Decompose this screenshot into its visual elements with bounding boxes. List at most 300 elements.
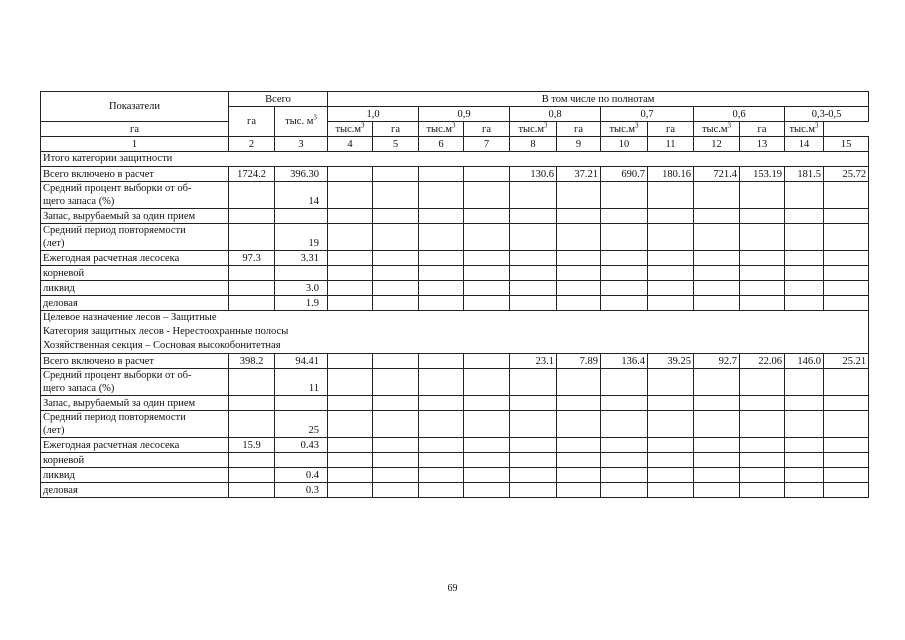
table-cell	[373, 483, 419, 498]
table-cell	[785, 369, 824, 396]
table-cell	[740, 468, 785, 483]
table-cell	[510, 438, 557, 453]
header-unit-volume-label: тыс.м	[335, 123, 362, 135]
table-cell: 22.06	[740, 354, 785, 369]
table-cell	[740, 224, 785, 251]
table-cell	[275, 453, 328, 468]
table-cell	[785, 396, 824, 411]
table-cell	[229, 266, 275, 281]
table-cell	[229, 411, 275, 438]
table-cell	[419, 224, 464, 251]
page-number: 69	[447, 583, 458, 594]
table-cell	[373, 251, 419, 266]
table-cell	[740, 251, 785, 266]
table-cell	[373, 411, 419, 438]
table-cell	[419, 468, 464, 483]
table-cell	[328, 251, 373, 266]
table-cell	[694, 483, 740, 498]
table-cell	[328, 167, 373, 182]
table-cell	[328, 354, 373, 369]
table-cell: 1724.2	[229, 167, 275, 182]
table-row	[41, 209, 869, 224]
table-cell	[557, 281, 601, 296]
table-cell	[694, 266, 740, 281]
header-total-volume	[275, 107, 328, 137]
table-cell	[510, 296, 557, 311]
table-cell	[328, 396, 373, 411]
table-cell	[648, 224, 694, 251]
row-label: деловая	[41, 296, 229, 311]
column-number: 5	[373, 137, 419, 152]
table-cell	[464, 266, 510, 281]
table-cell	[785, 251, 824, 266]
table-cell	[601, 453, 648, 468]
table-cell	[464, 251, 510, 266]
table-cell	[419, 281, 464, 296]
table-cell	[601, 182, 648, 209]
header-unit-ha: га	[557, 122, 601, 137]
table-cell	[510, 266, 557, 281]
table-cell	[824, 396, 869, 411]
table-cell	[328, 438, 373, 453]
table-cell	[464, 411, 510, 438]
table-cell	[694, 224, 740, 251]
table-cell	[694, 281, 740, 296]
table-row	[41, 281, 869, 296]
table-cell: 37.21	[557, 167, 601, 182]
header-unit-ha: га	[648, 122, 694, 137]
header-unit-ha: га	[464, 122, 510, 137]
header-total-ha: га	[229, 107, 275, 137]
table-cell	[785, 281, 824, 296]
table-cell: 180.16	[648, 167, 694, 182]
table-cell	[740, 438, 785, 453]
table-cell	[373, 438, 419, 453]
superscript-3: 3	[815, 121, 819, 129]
table-cell	[328, 281, 373, 296]
table-cell	[648, 182, 694, 209]
table-cell	[373, 209, 419, 224]
table-cell	[785, 453, 824, 468]
header-row-3	[41, 122, 869, 137]
row-label: Всего включено в расчет	[41, 167, 229, 182]
table-cell	[601, 438, 648, 453]
header-row-1	[41, 92, 869, 107]
table-cell: 25.21	[824, 354, 869, 369]
header-unit-volume	[601, 122, 648, 137]
table-cell	[785, 483, 824, 498]
table-cell: 94.41	[275, 354, 328, 369]
table-cell	[648, 266, 694, 281]
table-cell	[740, 411, 785, 438]
table-cell	[373, 453, 419, 468]
table-cell	[464, 167, 510, 182]
superscript-3: 3	[361, 121, 365, 129]
table-cell	[328, 453, 373, 468]
table-cell	[740, 453, 785, 468]
table-cell: 130.6	[510, 167, 557, 182]
column-number: 11	[648, 137, 694, 152]
table-cell	[785, 468, 824, 483]
table-cell	[464, 396, 510, 411]
table-cell	[464, 354, 510, 369]
superscript-3: 3	[544, 121, 548, 129]
table-cell	[557, 182, 601, 209]
column-number: 13	[740, 137, 785, 152]
table-cell	[510, 369, 557, 396]
table-cell: 23.1	[510, 354, 557, 369]
table-cell	[601, 483, 648, 498]
table-cell	[557, 468, 601, 483]
header-density-0: 1,0	[328, 107, 419, 122]
section-title: Целевое назначение лесов – Защитные Категория защитных лесов - Нерестоохранные полосы Хозяйственная секция – Сосновая высокобонитетная	[41, 311, 869, 354]
header-unit-ha: га	[41, 122, 229, 137]
header-density-1: 0,9	[419, 107, 510, 122]
table-cell	[824, 224, 869, 251]
table-cell	[557, 224, 601, 251]
header-unit-volume-label: тыс.м	[609, 123, 636, 135]
table-cell	[694, 453, 740, 468]
column-number: 6	[419, 137, 464, 152]
table-cell	[740, 266, 785, 281]
forest-calculation-table	[40, 91, 869, 498]
table-cell	[694, 468, 740, 483]
table-cell	[510, 182, 557, 209]
section-title-row	[41, 311, 869, 354]
table-cell	[648, 296, 694, 311]
table-cell	[740, 369, 785, 396]
table-cell	[328, 483, 373, 498]
table-cell	[373, 281, 419, 296]
row-label: деловая	[41, 483, 229, 498]
table-cell	[694, 182, 740, 209]
table-cell	[648, 281, 694, 296]
table-cell	[740, 296, 785, 311]
table-row	[41, 296, 869, 311]
table-cell	[419, 167, 464, 182]
table-cell	[694, 396, 740, 411]
table-cell: 1.9	[275, 296, 328, 311]
table-cell	[648, 251, 694, 266]
table-cell	[229, 453, 275, 468]
header-unit-volume	[328, 122, 373, 137]
row-label: корневой	[41, 453, 229, 468]
table-cell	[464, 296, 510, 311]
table-cell	[557, 411, 601, 438]
table-cell	[419, 296, 464, 311]
table-cell	[373, 182, 419, 209]
table-cell	[328, 182, 373, 209]
table-cell	[464, 182, 510, 209]
table-cell	[510, 468, 557, 483]
column-number: 3	[275, 137, 328, 152]
header-unit-volume	[694, 122, 740, 137]
table-row	[41, 224, 869, 251]
row-label: Всего включено в расчет	[41, 354, 229, 369]
table-cell	[557, 266, 601, 281]
row-label: Средний процент выборки от об- щего запаса (%)	[41, 182, 229, 209]
header-unit-ha: га	[373, 122, 419, 137]
table-cell	[229, 224, 275, 251]
superscript-3: 3	[452, 121, 456, 129]
table-cell: 690.7	[601, 167, 648, 182]
table-cell: 0.43	[275, 438, 328, 453]
row-label: Средний процент выборки от об- щего запаса (%)	[41, 369, 229, 396]
table-cell	[740, 396, 785, 411]
table-cell: 3.31	[275, 251, 328, 266]
table-cell	[419, 182, 464, 209]
table-cell	[419, 411, 464, 438]
table-cell	[229, 396, 275, 411]
table-cell	[229, 281, 275, 296]
table-cell: 19	[275, 224, 328, 251]
table-cell	[510, 411, 557, 438]
table-row	[41, 453, 869, 468]
table-cell	[464, 281, 510, 296]
table-cell	[601, 369, 648, 396]
table-cell: 396.30	[275, 167, 328, 182]
table-cell: 7.89	[557, 354, 601, 369]
table-cell	[328, 266, 373, 281]
table-cell	[419, 438, 464, 453]
table-cell	[557, 251, 601, 266]
column-numbers-row	[41, 137, 869, 152]
table-cell	[328, 224, 373, 251]
table-cell	[464, 468, 510, 483]
table-cell: 721.4	[694, 167, 740, 182]
table-cell: 25	[275, 411, 328, 438]
table-row	[41, 369, 869, 396]
table-cell: 14	[275, 182, 328, 209]
table-cell	[373, 369, 419, 396]
header-total: Всего	[229, 92, 328, 107]
header-density-2: 0,8	[510, 107, 601, 122]
table-cell	[824, 209, 869, 224]
table-cell	[275, 396, 328, 411]
table-row	[41, 483, 869, 498]
table-row	[41, 266, 869, 281]
table-cell	[419, 251, 464, 266]
table-cell	[373, 354, 419, 369]
table-cell	[694, 209, 740, 224]
table-row	[41, 167, 869, 182]
table-cell	[601, 281, 648, 296]
table-cell	[601, 396, 648, 411]
header-unit-volume-label: тыс.м	[789, 123, 816, 135]
table-cell	[824, 251, 869, 266]
table-cell	[229, 209, 275, 224]
table-cell	[373, 224, 419, 251]
table-cell	[648, 483, 694, 498]
table-cell	[557, 296, 601, 311]
table-cell: 153.19	[740, 167, 785, 182]
table-cell	[785, 182, 824, 209]
table-cell	[785, 438, 824, 453]
table-cell	[824, 266, 869, 281]
table-cell	[557, 209, 601, 224]
table-cell	[328, 468, 373, 483]
table-row	[41, 438, 869, 453]
table-cell	[601, 266, 648, 281]
table-cell	[740, 209, 785, 224]
table-cell	[785, 224, 824, 251]
header-unit-volume-label: тыс.м	[701, 123, 728, 135]
row-label: ликвид	[41, 281, 229, 296]
table-cell: 25.72	[824, 167, 869, 182]
table-cell	[373, 296, 419, 311]
table-cell: 97.3	[229, 251, 275, 266]
table-cell: 0.4	[275, 468, 328, 483]
table-cell	[373, 167, 419, 182]
table-cell	[510, 224, 557, 251]
table-cell	[694, 251, 740, 266]
table-cell: 3.0	[275, 281, 328, 296]
header-unit-volume	[510, 122, 557, 137]
table-cell	[824, 369, 869, 396]
section-title-row	[41, 152, 869, 167]
table-cell	[557, 396, 601, 411]
table-cell: 0.3	[275, 483, 328, 498]
table-cell	[229, 296, 275, 311]
table-row	[41, 411, 869, 438]
table-cell	[740, 182, 785, 209]
header-density-5: 0,3-0,5	[785, 107, 869, 122]
table-cell	[601, 251, 648, 266]
table-cell	[510, 483, 557, 498]
header-unit-volume	[785, 122, 824, 137]
table-cell	[510, 396, 557, 411]
table-cell	[275, 209, 328, 224]
table-cell	[419, 483, 464, 498]
table-cell	[328, 296, 373, 311]
table-cell	[328, 411, 373, 438]
table-cell	[824, 468, 869, 483]
table-cell	[694, 296, 740, 311]
table-cell	[510, 209, 557, 224]
column-number: 4	[328, 137, 373, 152]
column-number: 9	[557, 137, 601, 152]
table-cell: 11	[275, 369, 328, 396]
table-cell	[464, 453, 510, 468]
table-cell	[785, 296, 824, 311]
header-unit-volume-label: тыс.м	[518, 123, 545, 135]
table-cell: 136.4	[601, 354, 648, 369]
section-title: Итого категории защитности	[41, 152, 869, 167]
table-cell	[557, 369, 601, 396]
row-label: Средний период повторяемости (лет)	[41, 224, 229, 251]
header-unit-ha: га	[740, 122, 785, 137]
header-indicators: Показатели	[41, 92, 229, 122]
header-unit-volume-label: тыс.м	[426, 123, 453, 135]
table-cell	[229, 182, 275, 209]
table-cell	[694, 438, 740, 453]
column-number: 14	[785, 137, 824, 152]
column-number: 8	[510, 137, 557, 152]
header-total-volume-label: тыс. м	[285, 116, 314, 127]
table-row	[41, 182, 869, 209]
table-cell	[648, 438, 694, 453]
row-label: Запас, вырубаемый за один прием	[41, 209, 229, 224]
table-cell	[601, 296, 648, 311]
table-cell	[373, 468, 419, 483]
table-cell	[648, 209, 694, 224]
table-cell: 398.2	[229, 354, 275, 369]
table-cell	[419, 354, 464, 369]
table-cell: 39.25	[648, 354, 694, 369]
table-cell	[419, 396, 464, 411]
superscript-3: 3	[727, 121, 732, 129]
row-label: Запас, вырубаемый за один прием	[41, 396, 229, 411]
row-label: Ежегодная расчетная лесосека	[41, 438, 229, 453]
superscript-3: 3	[635, 121, 639, 129]
table-cell	[601, 209, 648, 224]
table-cell	[824, 453, 869, 468]
column-number: 15	[824, 137, 869, 152]
table-cell	[464, 483, 510, 498]
row-label: ликвид	[41, 468, 229, 483]
table-cell	[419, 453, 464, 468]
row-label: корневой	[41, 266, 229, 281]
table-cell	[648, 369, 694, 396]
table-cell	[328, 369, 373, 396]
table-cell	[601, 468, 648, 483]
table-cell	[373, 396, 419, 411]
table-cell	[740, 281, 785, 296]
table-cell	[694, 411, 740, 438]
header-including: В том числе по полнотам	[328, 92, 869, 107]
table-cell	[419, 369, 464, 396]
table-cell	[419, 266, 464, 281]
table-cell	[557, 438, 601, 453]
column-number: 2	[229, 137, 275, 152]
table-cell	[648, 468, 694, 483]
column-number: 7	[464, 137, 510, 152]
table-cell	[229, 468, 275, 483]
table-cell	[824, 411, 869, 438]
table-cell	[510, 281, 557, 296]
table-cell	[824, 182, 869, 209]
header-unit-volume	[419, 122, 464, 137]
table-cell	[824, 438, 869, 453]
table-row	[41, 468, 869, 483]
table-cell	[785, 411, 824, 438]
table-cell	[275, 266, 328, 281]
table-cell	[740, 483, 785, 498]
row-label: Средний период повторяемости (лет)	[41, 411, 229, 438]
table-cell	[373, 266, 419, 281]
table-row	[41, 396, 869, 411]
table-cell	[510, 251, 557, 266]
column-number: 12	[694, 137, 740, 152]
table-cell	[785, 209, 824, 224]
table-cell	[824, 483, 869, 498]
table-cell	[648, 396, 694, 411]
table-cell	[464, 438, 510, 453]
table-cell	[785, 266, 824, 281]
superscript-3: 3	[313, 113, 317, 122]
table-cell	[557, 453, 601, 468]
column-number: 1	[41, 137, 229, 152]
table-cell: 92.7	[694, 354, 740, 369]
table-cell	[464, 369, 510, 396]
table-cell: 146.0	[785, 354, 824, 369]
row-label: Ежегодная расчетная лесосека	[41, 251, 229, 266]
table-cell	[557, 483, 601, 498]
table-cell: 181.5	[785, 167, 824, 182]
table-cell	[464, 209, 510, 224]
table-cell	[419, 209, 464, 224]
table-cell	[648, 411, 694, 438]
